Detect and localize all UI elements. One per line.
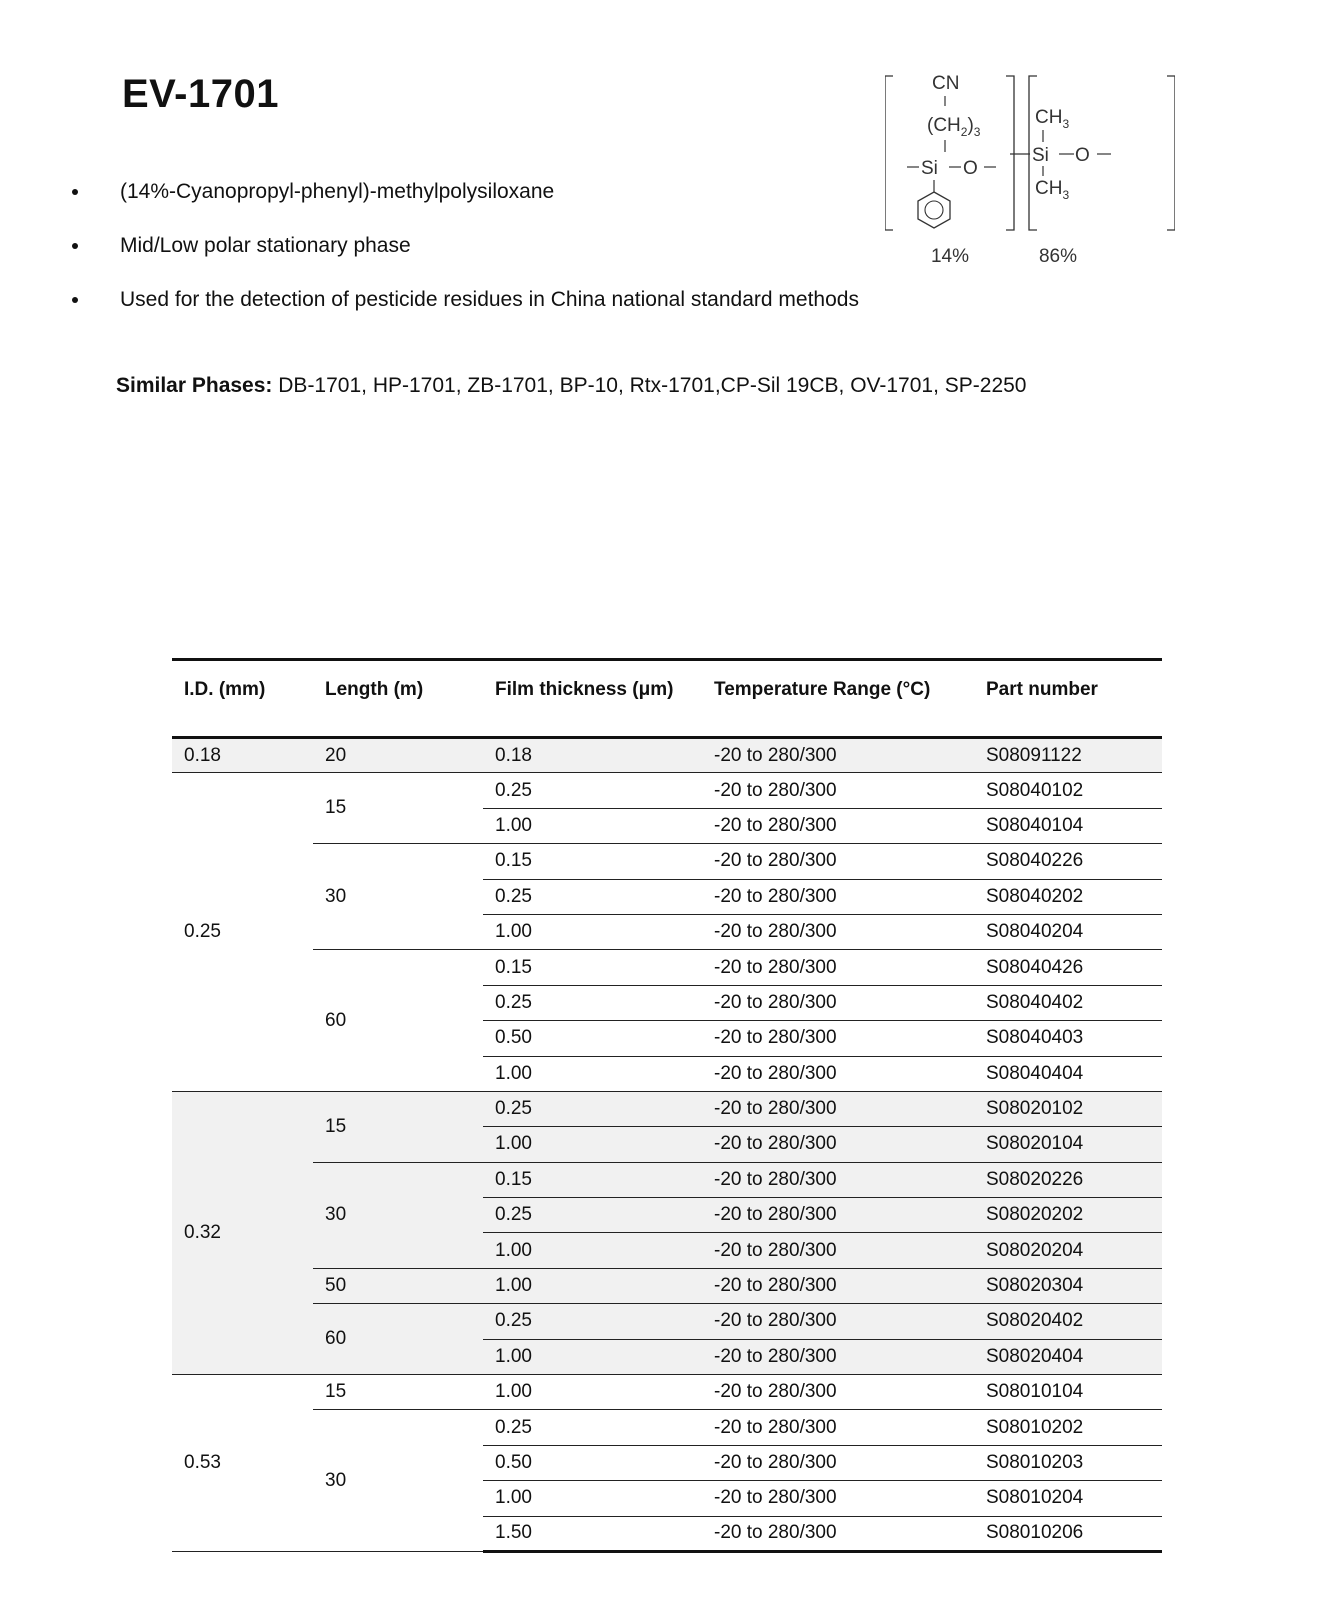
feature-text: (14%-Cyanopropyl-phenyl)-methylpolysiloxane <box>120 180 555 203</box>
cell-length: 50 <box>313 1268 483 1303</box>
cell-temp: -20 to 280/300 <box>702 879 974 914</box>
cell-temp: -20 to 280/300 <box>702 1339 974 1374</box>
cell-temp: -20 to 280/300 <box>702 1481 974 1516</box>
cell-film: 0.15 <box>483 1162 702 1197</box>
cell-temp: -20 to 280/300 <box>702 914 974 949</box>
cell-film: 0.15 <box>483 844 702 879</box>
cell-film: 1.00 <box>483 914 702 949</box>
cell-temp: -20 to 280/300 <box>702 1445 974 1480</box>
cell-temp: -20 to 280/300 <box>702 773 974 808</box>
cell-film: 0.50 <box>483 1021 702 1056</box>
cell-temp: -20 to 280/300 <box>702 1127 974 1162</box>
bracket-right-1 <box>1006 76 1014 230</box>
bracket-left-1 <box>885 76 893 230</box>
cell-temp: -20 to 280/300 <box>702 1516 974 1551</box>
aromatic-circle-icon <box>925 201 943 219</box>
cell-length: 30 <box>313 1162 483 1268</box>
cell-part: S08020226 <box>974 1162 1162 1197</box>
cell-part: S08020202 <box>974 1198 1162 1233</box>
cell-film: 0.25 <box>483 985 702 1020</box>
header-id: I.D. (mm) <box>172 660 313 738</box>
table-row <box>172 738 1162 773</box>
cell-id: 0.25 <box>172 773 313 1092</box>
cell-film: 1.00 <box>483 1375 702 1410</box>
table-header-row <box>172 660 1162 738</box>
cell-part: S08091122 <box>974 738 1162 773</box>
similar-phases <box>116 374 1026 398</box>
cell-part: S08020404 <box>974 1339 1162 1374</box>
feature-list <box>0 175 859 337</box>
cell-part: S08040402 <box>974 985 1162 1020</box>
table-row <box>172 950 1162 985</box>
table-row <box>172 773 1162 808</box>
cell-part: S08010104 <box>974 1375 1162 1410</box>
cell-film: 1.00 <box>483 1127 702 1162</box>
cell-part: S08040404 <box>974 1056 1162 1091</box>
percent-86: 86% <box>1038 246 1078 267</box>
cell-temp: -20 to 280/300 <box>702 1091 974 1126</box>
cell-part: S08040226 <box>974 844 1162 879</box>
cell-part: S08040204 <box>974 914 1162 949</box>
cell-temp: -20 to 280/300 <box>702 1162 974 1197</box>
cell-temp: -20 to 280/300 <box>702 1198 974 1233</box>
table-row <box>172 1304 1162 1339</box>
cell-film: 0.25 <box>483 1198 702 1233</box>
si-label: Si <box>1032 145 1049 166</box>
cell-part: S08040102 <box>974 773 1162 808</box>
cell-film: 1.00 <box>483 808 702 843</box>
cell-part: S08020104 <box>974 1127 1162 1162</box>
cell-length: 15 <box>313 1375 483 1410</box>
feature-text: Mid/Low polar stationary phase <box>120 234 411 257</box>
cell-film: 0.25 <box>483 773 702 808</box>
bullet-icon <box>72 189 78 195</box>
cell-temp: -20 to 280/300 <box>702 844 974 879</box>
cell-temp: -20 to 280/300 <box>702 738 974 773</box>
header-film: Film thickness (μm) <box>483 660 702 738</box>
cell-film: 1.00 <box>483 1268 702 1303</box>
cell-film: 0.25 <box>483 1091 702 1126</box>
cell-length: 15 <box>313 1091 483 1162</box>
bracket-right-2 <box>1167 76 1175 230</box>
cell-film: 1.00 <box>483 1339 702 1374</box>
header-part: Part number <box>974 660 1162 738</box>
cell-part: S08040202 <box>974 879 1162 914</box>
phenyl-ring-icon <box>918 192 950 228</box>
table-row <box>172 1375 1162 1410</box>
cell-film: 1.00 <box>483 1233 702 1268</box>
cell-film: 1.00 <box>483 1481 702 1516</box>
cell-temp: -20 to 280/300 <box>702 808 974 843</box>
table-row <box>172 1091 1162 1126</box>
o-label: O <box>1075 145 1090 166</box>
cell-id: 0.53 <box>172 1375 313 1552</box>
cell-length: 15 <box>313 773 483 844</box>
chemical-structure <box>885 68 1175 280</box>
cell-part: S08040104 <box>974 808 1162 843</box>
cell-temp: -20 to 280/300 <box>702 1268 974 1303</box>
cell-length: 60 <box>313 1304 483 1375</box>
product-title: EV-1701 <box>122 72 279 116</box>
feature-item <box>0 229 859 283</box>
cell-id: 0.18 <box>172 738 313 773</box>
cell-length: 20 <box>313 738 483 773</box>
cell-film: 0.15 <box>483 950 702 985</box>
structure-diagram <box>885 68 1175 280</box>
cell-temp: -20 to 280/300 <box>702 950 974 985</box>
percent-14: 14% <box>930 246 970 267</box>
header-temp: Temperature Range (°C) <box>702 660 974 738</box>
ch3-bottom-label: $CH_3$ <box>1035 178 1070 202</box>
cell-temp: -20 to 280/300 <box>702 985 974 1020</box>
cell-film: 0.25 <box>483 1304 702 1339</box>
cell-part: S08020304 <box>974 1268 1162 1303</box>
feature-text: Used for the detection of pesticide residues in China national standard methods <box>120 288 859 311</box>
cell-temp: -20 to 280/300 <box>702 1410 974 1445</box>
cn-label: CN <box>932 73 960 94</box>
cell-part: S08040403 <box>974 1021 1162 1056</box>
cell-temp: -20 to 280/300 <box>702 1375 974 1410</box>
header-length: Length (m) <box>313 660 483 738</box>
o-label: O <box>963 158 978 179</box>
bullet-icon <box>72 243 78 249</box>
feature-item <box>0 175 859 229</box>
cell-film: 0.50 <box>483 1445 702 1480</box>
specs-table <box>172 658 1162 1553</box>
cell-film: 1.50 <box>483 1516 702 1551</box>
chain-label: $(CH_2)_3$ <box>927 115 981 139</box>
cell-part: S08040426 <box>974 950 1162 985</box>
cell-film: 0.25 <box>483 879 702 914</box>
cell-length: 60 <box>313 950 483 1092</box>
cell-film: 1.00 <box>483 1056 702 1091</box>
cell-part: S08010206 <box>974 1516 1162 1551</box>
cell-temp: -20 to 280/300 <box>702 1021 974 1056</box>
cell-part: S08010204 <box>974 1481 1162 1516</box>
table-row <box>172 1410 1162 1445</box>
cell-part: S08010202 <box>974 1410 1162 1445</box>
cell-film: 0.25 <box>483 1410 702 1445</box>
cell-temp: -20 to 280/300 <box>702 1304 974 1339</box>
cell-length: 30 <box>313 1410 483 1552</box>
cell-length: 30 <box>313 844 483 950</box>
table-row <box>172 1162 1162 1197</box>
bullet-icon <box>72 297 78 303</box>
cell-part: S08020204 <box>974 1233 1162 1268</box>
similar-phases-value: DB-1701, HP-1701, ZB-1701, BP-10, Rtx-1701,CP-Sil 19CB, OV-1701, SP-2250 <box>278 374 1027 397</box>
feature-item <box>0 283 859 337</box>
table-body <box>172 738 1162 1552</box>
cell-temp: -20 to 280/300 <box>702 1233 974 1268</box>
similar-phases-label: Similar Phases: <box>116 374 273 397</box>
table-row <box>172 844 1162 879</box>
table-row <box>172 1268 1162 1303</box>
cell-temp: -20 to 280/300 <box>702 1056 974 1091</box>
ch3-top-label: $CH_3$ <box>1035 107 1070 131</box>
cell-part: S08020402 <box>974 1304 1162 1339</box>
cell-film: 0.18 <box>483 738 702 773</box>
si-label: Si <box>921 158 938 179</box>
cell-part: S08010203 <box>974 1445 1162 1480</box>
cell-id: 0.32 <box>172 1091 313 1374</box>
cell-part: S08020102 <box>974 1091 1162 1126</box>
